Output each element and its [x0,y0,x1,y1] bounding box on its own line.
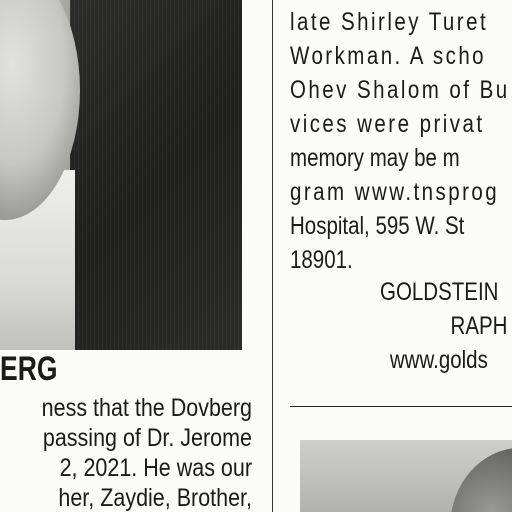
text-line: ness that the Dovberg [41,394,252,422]
text-line: memory may be m [290,144,460,172]
funeral-home-website: www.golds [389,346,488,374]
text-line: late Shirley Turet [290,8,489,36]
photo-head [450,448,512,512]
obituary-left-text [0,393,260,512]
text-line: 18901. [290,246,353,274]
text-line: passing of Dr. Jerome [42,424,252,452]
text-line: gram www.tnsprog [290,178,500,206]
funeral-home-name-line2: RAPH [450,312,508,340]
funeral-home-credit [380,275,507,377]
deceased-photo [0,0,242,350]
text-line: 2, 2021. He was our [59,454,252,482]
text-line: her, Zaydie, Brother, [58,484,252,512]
funeral-home-name: GOLDSTEIN [380,278,499,306]
next-obituary-photo [300,440,512,512]
obituary-right-text [290,5,512,277]
column-divider [272,0,273,512]
deceased-name-heading: ERG [0,350,58,388]
text-line: vices were privat [290,110,485,138]
photo-jacket [70,0,242,350]
text-line: Ohev Shalom of Bu [290,76,510,104]
text-line: Workman. A scho [290,42,487,70]
obituary-separator [290,406,512,407]
text-line: Hospital, 595 W. St [290,212,465,240]
